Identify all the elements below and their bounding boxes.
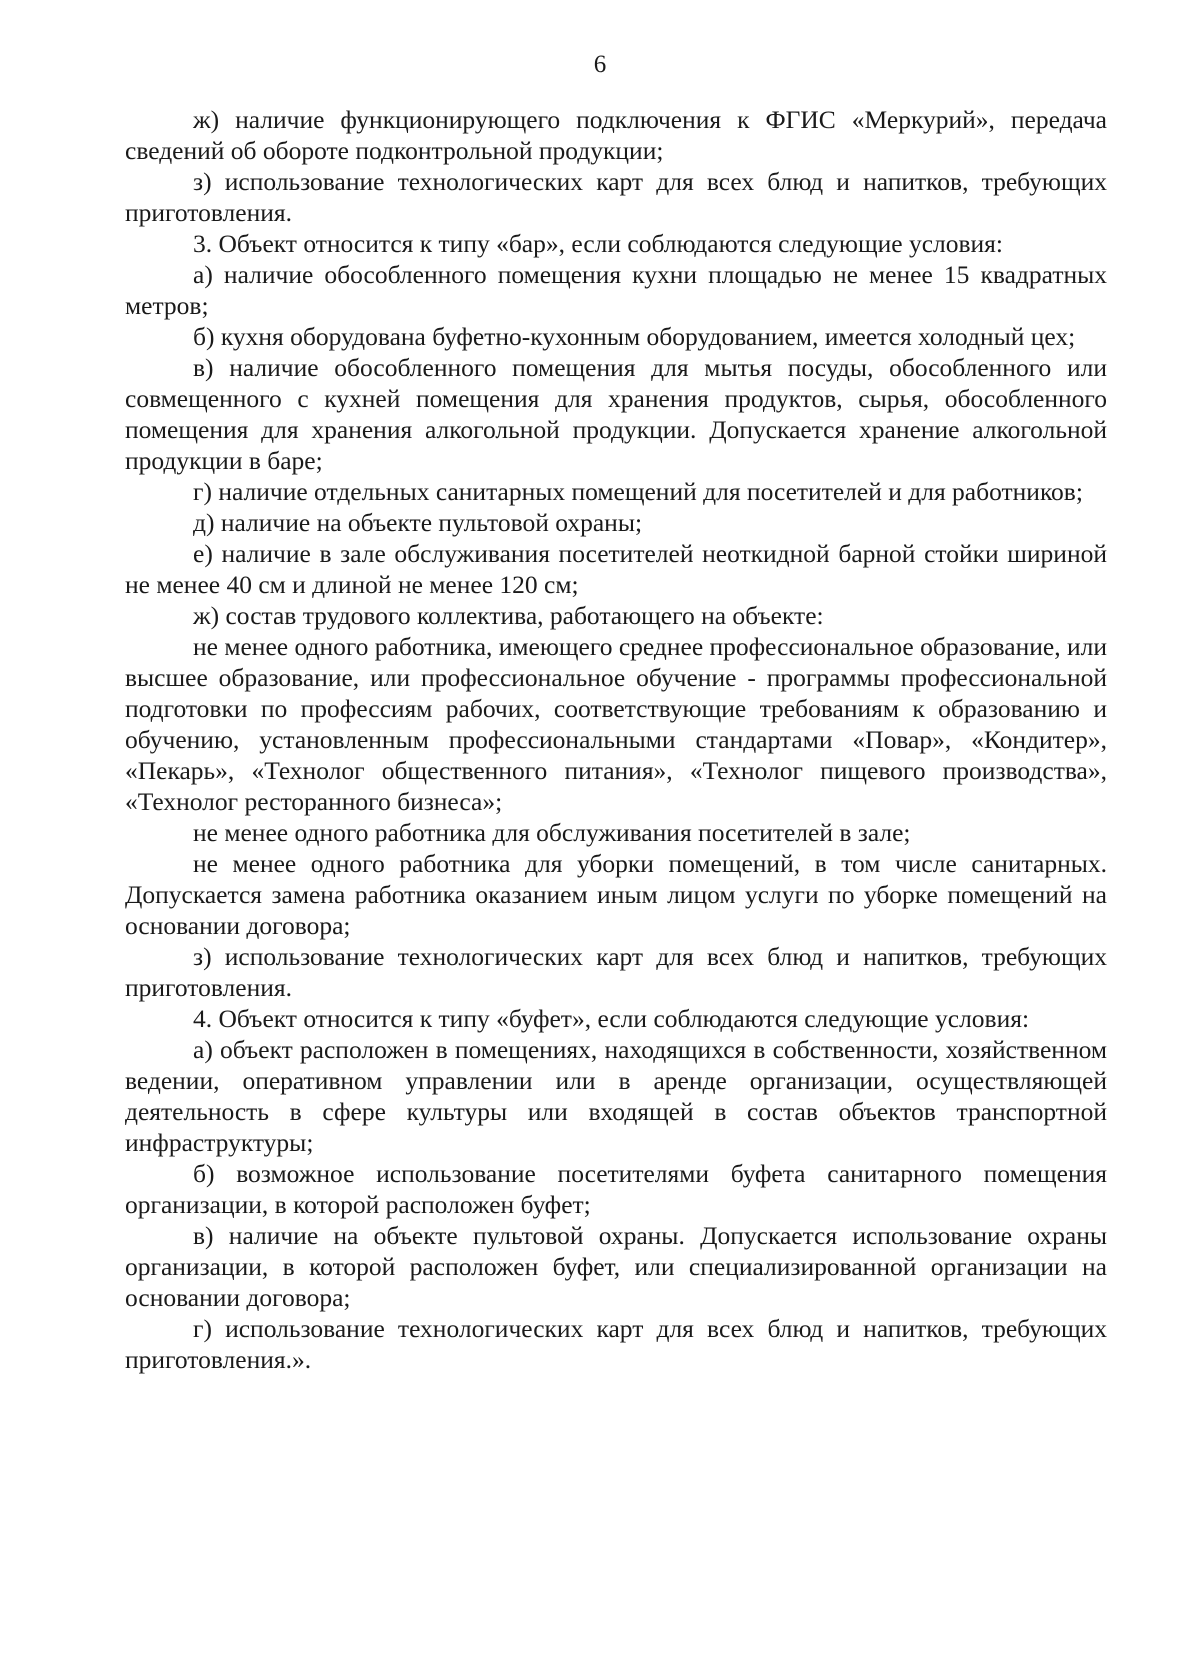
paragraph-buffet-v: в) наличие на объекте пультовой охраны. Допускается использование охраны организации, в которой расположен буфет, или специализированной организации на основании договора; [125,1221,1107,1312]
paragraph-bar-b: б) кухня оборудована буфетно-кухонным оборудованием, имеется холодный цех; [193,322,1076,351]
paragraph-bar-a: а) наличие обособленного помещения кухни площадью не менее 15 квадратных метров; [125,260,1107,320]
paragraph-bar-g: г) наличие отдельных санитарных помещений для посетителей и для работников; [193,477,1083,506]
paragraph-buffet-heading: 4. Объект относится к типу «буфет», если соблюдаются следующие условия: [193,1004,1030,1033]
paragraph-bar-staff-service: не менее одного работника для обслуживания посетителей в зале; [193,818,911,847]
paragraph-buffet-g: г) использование технологических карт для всех блюд и напитков, требующих приготовления.». [125,1314,1107,1374]
paragraph-buffet-b: б) возможное использование посетителями буфета санитарного помещения организации, в которой расположен буфет; [125,1159,1107,1219]
paragraph-bar-staff-cook: не менее одного работника, имеющего среднее профессиональное образование, или высшее образование, или профессиональное обучение - программы профессиональной подготовки по профессиям рабочих, соответствующие требованиям к образованию и обучению, установленным профессиональными стандартами «Повар», «Кондитер», «Пекарь», «Технолог общественного питания», «Технолог пищевого производства», «Технолог ресторанного бизнеса»; [125,632,1107,816]
paragraph-bar-zh: ж) состав трудового коллектива, работающего на объекте: [193,601,824,630]
paragraph-bar-staff-cleaning: не менее одного работника для уборки помещений, в том числе санитарных. Допускается замена работника оказанием иным лицом услуги по уборке помещений на основании договора; [125,849,1107,940]
paragraph-zh-mercury: ж) наличие функционирующего подключения к ФГИС «Меркурий», передача сведений об обороте подконтрольной продукции; [125,105,1107,165]
paragraph-buffet-a: а) объект расположен в помещениях, находящихся в собственности, хозяйственном ведении, оперативном управлении или в аренде организации, осуществляющей деятельность в сфере культуры или входящей в состав объектов транспортной инфраструктуры; [125,1035,1107,1157]
paragraph-bar-v: в) наличие обособленного помещения для мытья посуды, обособленного или совмещенного с кухней помещения для хранения продуктов, сырья, обособленного помещения для хранения алкогольной продукции. Допускается хранение алкогольной продукции в баре; [125,353,1107,475]
document-body [125,104,1107,1375]
paragraph-bar-e: е) наличие в зале обслуживания посетителей неоткидной барной стойки шириной не менее 40 см и длиной не менее 120 см; [125,539,1107,599]
paragraph-bar-heading: 3. Объект относится к типу «бар», если соблюдаются следующие условия: [193,229,1003,258]
page-number: 6 [593,51,607,78]
paragraph-z-tech-cards: з) использование технологических карт для всех блюд и напитков, требующих приготовления. [125,167,1107,227]
paragraph-bar-d: д) наличие на объекте пультовой охраны; [193,508,643,537]
paragraph-bar-z: з) использование технологических карт для всех блюд и напитков, требующих приготовления. [125,942,1107,1002]
